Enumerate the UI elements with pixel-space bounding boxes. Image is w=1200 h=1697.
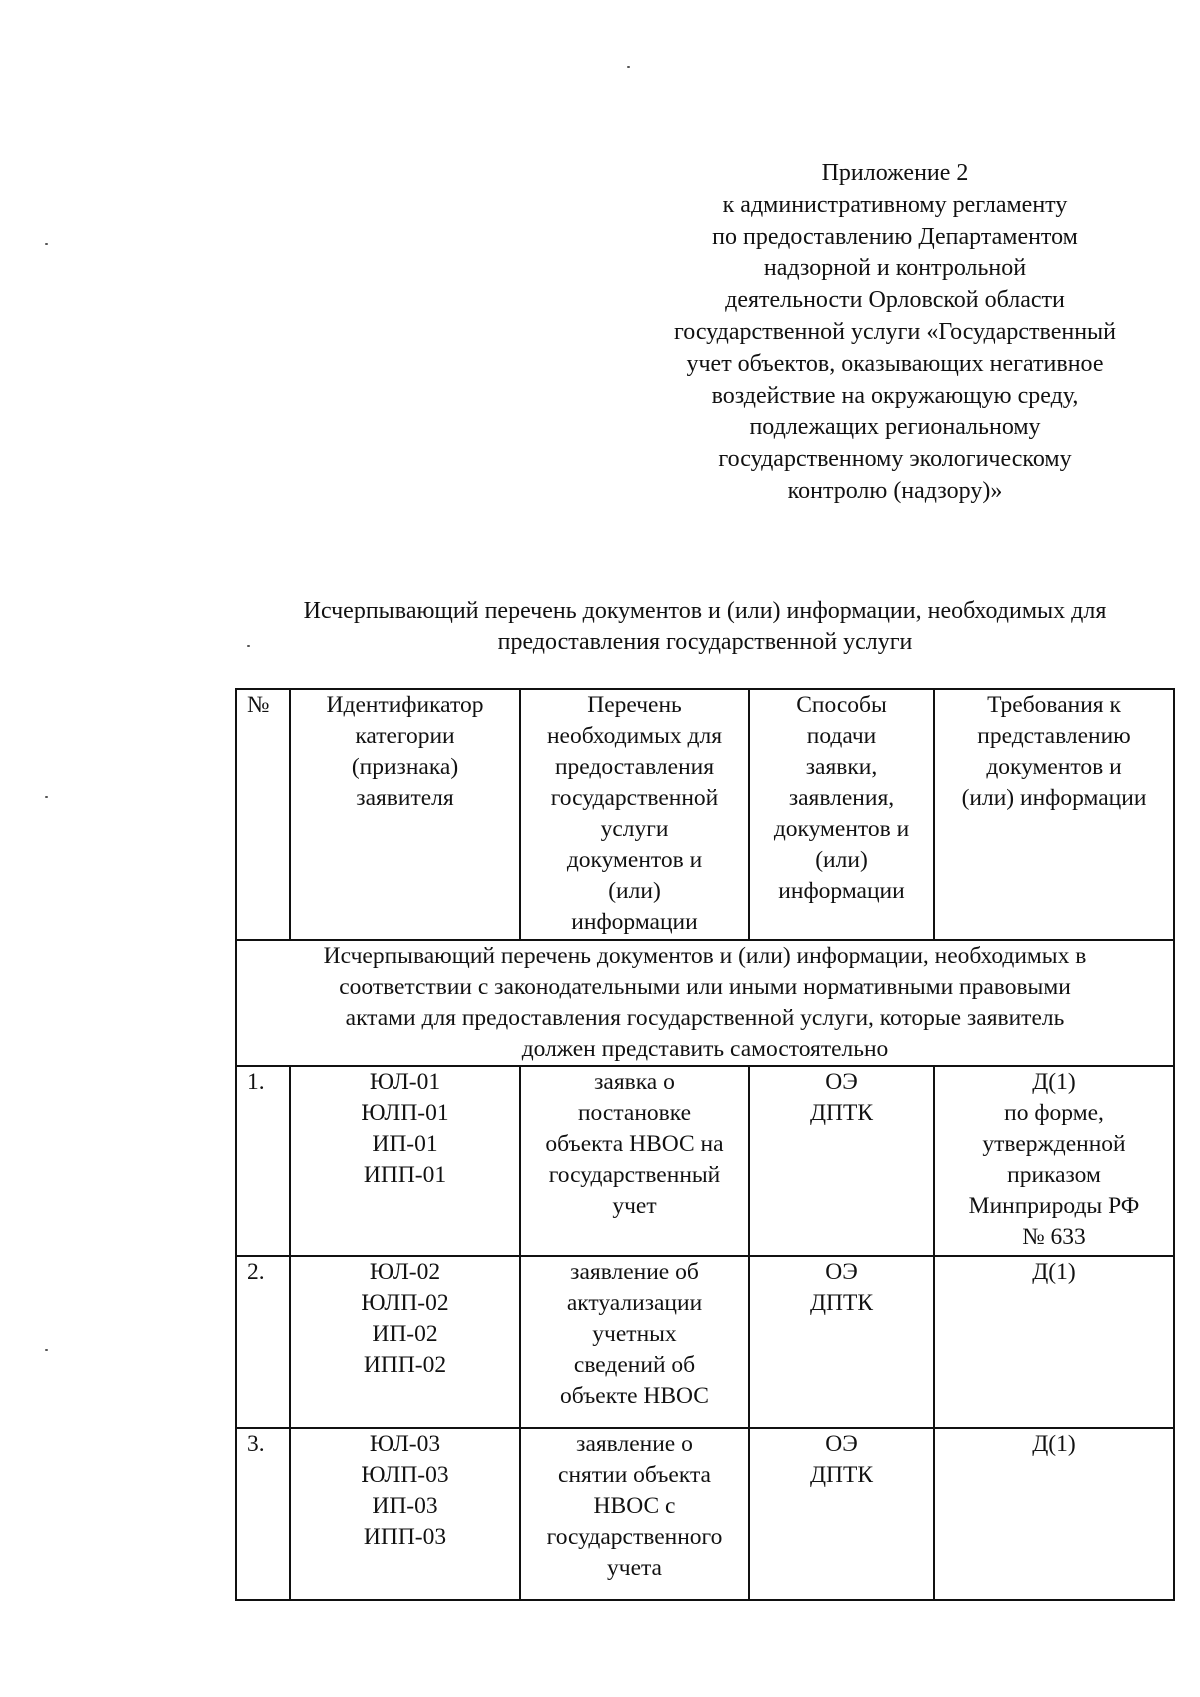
cell-text: ЮЛП-03	[361, 1462, 449, 1488]
header-text: необходимых для	[546, 723, 723, 749]
cell-text: № 633	[1022, 1224, 1086, 1250]
section-text: Исчерпывающий перечень документов и (или) информации, необходимых в	[323, 943, 1087, 969]
row-documents	[520, 1428, 749, 1600]
scan-speck	[627, 66, 630, 68]
header-text: документов и	[566, 847, 703, 873]
list-title-line: Исчерпывающий перечень документов и (или) информации, необходимых для	[303, 598, 1107, 624]
row-number	[236, 1066, 290, 1256]
row-applicant-ids	[290, 1256, 520, 1428]
cell-text: НВОС с	[593, 1493, 676, 1519]
row-number	[236, 1428, 290, 1600]
cell-text: сведений об	[573, 1352, 696, 1378]
cell-text: ДПТК	[809, 1100, 874, 1126]
cell-text: учета	[607, 1555, 662, 1581]
section-text: актами для предоставления государственной услуги, которые заявитель	[345, 1005, 1065, 1031]
header-text: категории	[355, 723, 455, 749]
cell-text: снятии объекта	[558, 1462, 711, 1488]
row-methods	[749, 1066, 934, 1256]
header-text: (или)	[815, 847, 868, 873]
header-text: представлению	[977, 723, 1131, 749]
table-section-row	[236, 940, 1174, 1066]
cell-text: ИПП-01	[363, 1162, 447, 1188]
row-applicant-ids	[290, 1428, 520, 1600]
appendix-line: государственной услуги «Государственный	[673, 318, 1117, 345]
cell-text: ДПТК	[809, 1462, 874, 1488]
table-header-row	[236, 689, 1174, 940]
header-text: (или) информации	[961, 785, 1147, 811]
row-methods	[749, 1256, 934, 1428]
cell-text: ЮЛП-01	[361, 1100, 449, 1126]
row-requirements	[934, 1428, 1174, 1600]
row-documents	[520, 1066, 749, 1256]
header-text: услуги	[600, 816, 669, 842]
table-row	[236, 1256, 1174, 1428]
list-title-line: предоставления государственной услуги	[497, 629, 913, 655]
header-text: заявки,	[805, 754, 878, 780]
scan-speck	[45, 1349, 48, 1351]
appendix-line: государственному экологическому	[718, 446, 1072, 473]
cell-text: ОЭ	[825, 1069, 858, 1095]
header-text: (или)	[608, 878, 661, 904]
section-text: должен представить самостоятельно	[521, 1036, 889, 1062]
cell-text: ИПП-03	[363, 1524, 447, 1550]
appendix-line: подлежащих региональному	[749, 414, 1041, 441]
header-text: Идентификатор	[326, 692, 484, 718]
appendix-line: контролю (надзору)»	[787, 477, 1003, 504]
appendix-line: Приложение 2	[821, 160, 969, 186]
cell-text: ИПП-02	[363, 1352, 447, 1378]
row-requirements	[934, 1256, 1174, 1428]
row-requirements	[934, 1066, 1174, 1256]
cell-text: 3.	[247, 1431, 265, 1457]
header-requirements	[934, 689, 1174, 940]
table-row	[236, 1428, 1174, 1600]
cell-text: ИП-03	[372, 1493, 438, 1519]
cell-text: учет	[612, 1193, 657, 1219]
cell-text: заявление о	[576, 1431, 693, 1457]
cell-text: Минприроды РФ	[968, 1193, 1140, 1219]
cell-text: государственного	[546, 1524, 723, 1550]
cell-text: утвержденной	[982, 1131, 1126, 1157]
header-text: подачи	[806, 723, 877, 749]
cell-text: по форме,	[1004, 1100, 1104, 1126]
cell-text: объекта НВОС на	[545, 1131, 724, 1157]
cell-text: Д(1)	[1032, 1259, 1076, 1285]
cell-text: объекте НВОС	[560, 1383, 709, 1409]
cell-text: заявка о	[594, 1069, 675, 1095]
cell-text: ЮЛ-02	[369, 1259, 441, 1285]
header-applicant-id	[290, 689, 520, 940]
appendix-line: по предоставлению Департаментом	[712, 223, 1078, 250]
header-text: (признака)	[351, 754, 459, 780]
header-number	[236, 689, 290, 940]
section-text: соответствии с законодательными или иными нормативными правовыми	[339, 974, 1071, 1000]
cell-text: Д(1)	[1032, 1069, 1076, 1095]
appendix-line: учет объектов, оказывающих негативное	[686, 350, 1104, 377]
scan-speck	[45, 796, 48, 798]
cell-text: актуализации	[566, 1290, 703, 1316]
table-row	[236, 1066, 1174, 1256]
appendix-line: к административному регламенту	[722, 191, 1068, 218]
header-text: заявителя	[356, 785, 454, 811]
header-text: Способы	[796, 692, 887, 718]
row-methods	[749, 1428, 934, 1600]
header-text: документов и	[986, 754, 1122, 780]
cell-text: ЮЛП-02	[361, 1290, 449, 1316]
appendix-line: надзорной и контрольной	[763, 255, 1027, 282]
cell-text: 1.	[247, 1069, 265, 1095]
cell-text: ИП-01	[372, 1131, 438, 1157]
scan-speck	[45, 243, 48, 245]
cell-text: ОЭ	[825, 1259, 858, 1285]
header-text: информации	[571, 909, 698, 935]
cell-text: заявление об	[570, 1259, 699, 1285]
header-documents-list	[520, 689, 749, 940]
header-text: государственной	[550, 785, 719, 811]
cell-text: ЮЛ-03	[369, 1431, 441, 1457]
cell-text: ОЭ	[825, 1431, 858, 1457]
section-heading	[236, 940, 1174, 1066]
header-text: информации	[778, 878, 905, 904]
appendix-line: воздействие на окружающую среду,	[711, 382, 1079, 409]
header-text: документов и	[773, 816, 910, 842]
cell-text: постановке	[577, 1100, 691, 1126]
cell-text: ДПТК	[809, 1290, 874, 1316]
header-text: предоставления	[554, 754, 715, 780]
list-title	[235, 596, 1175, 658]
header-text: Перечень	[587, 692, 682, 718]
cell-text: учетных	[592, 1321, 677, 1347]
cell-text: ЮЛ-01	[369, 1069, 441, 1095]
row-applicant-ids	[290, 1066, 520, 1256]
appendix-header	[620, 158, 1170, 508]
row-number	[236, 1256, 290, 1428]
cell-text: ИП-02	[372, 1321, 438, 1347]
header-text: №	[247, 692, 270, 718]
header-submission-methods	[749, 689, 934, 940]
cell-text: Д(1)	[1032, 1431, 1076, 1457]
documents-table	[235, 688, 1175, 1601]
cell-text: 2.	[247, 1259, 265, 1285]
appendix-line: деятельности Орловской области	[725, 287, 1065, 314]
header-text: Требования к	[987, 692, 1121, 718]
row-documents	[520, 1256, 749, 1428]
cell-text: государственный	[548, 1162, 721, 1188]
header-text: заявления,	[788, 785, 895, 811]
cell-text: приказом	[1007, 1162, 1101, 1188]
